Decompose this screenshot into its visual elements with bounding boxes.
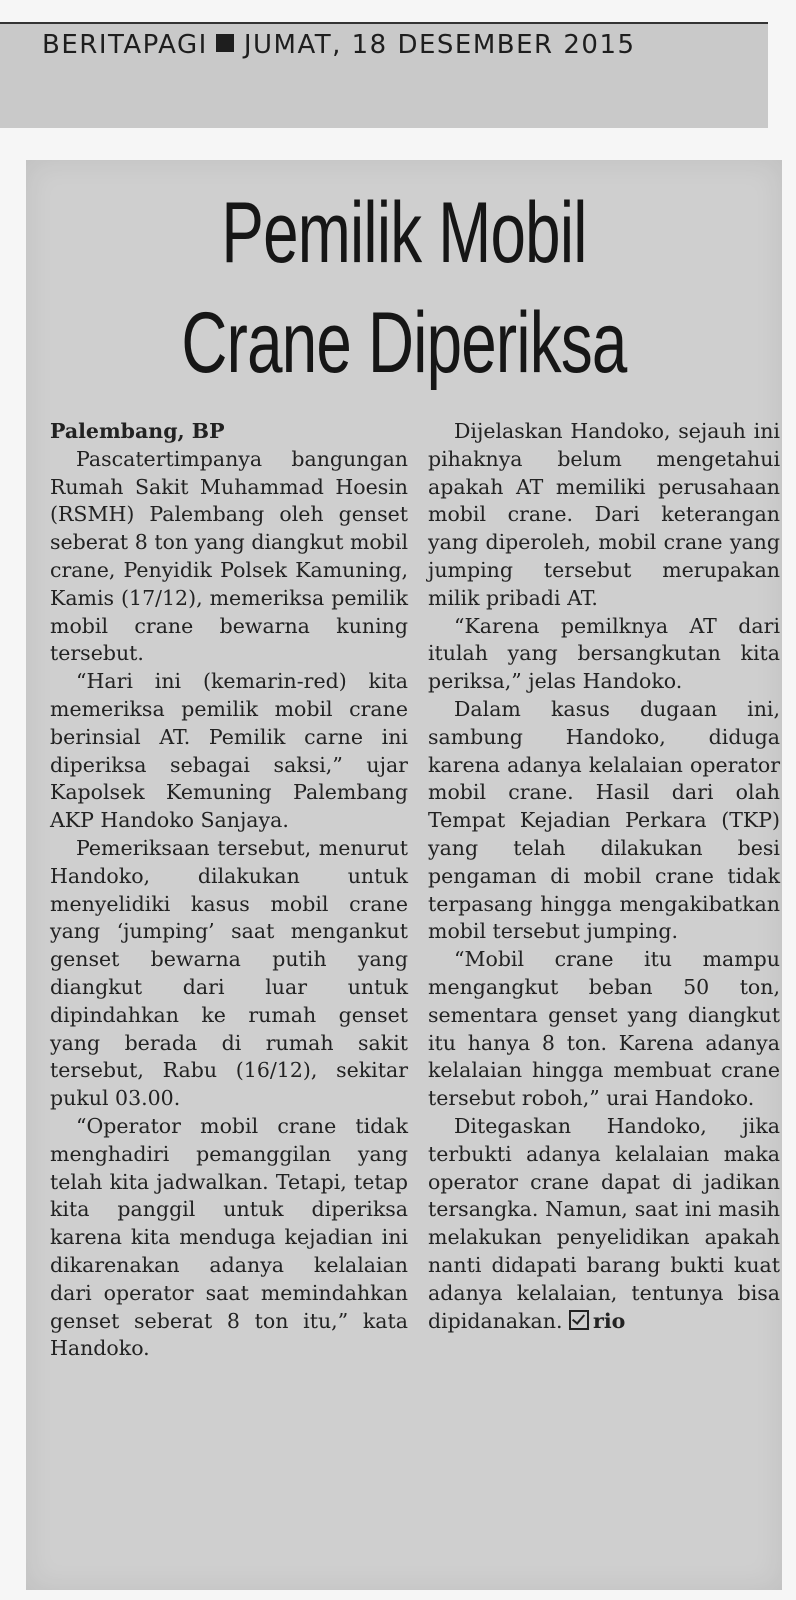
paragraph: Pemeriksaan tersebut, menurut Handoko, dilakukan untuk menyelidiki kasus mobil crane yang ‘jumping’ saat mengankut genset bewarna putih yang diangkut dari luar untuk dipindahkan ke rumah genset yang berada di rumah sakit tersebut, Rabu (16/12), sekitar pukul 03.00. [50,835,408,1111]
headline-line-1: Pemilik Mobil [221,185,587,281]
paragraph: “Operator mobil crane tidak menghadiri pemanggilan yang telah kita jadwalkan. Tetapi, tetap kita panggil untuk diperiksa karena kita menduga kejadian ini dikarenakan adanya kelalaian dari operator saat memindahkan genset seberat 8 ton itu,” kata Handoko. [50,1113,408,1361]
headline-line-2: Crane Diperiksa [181,295,627,391]
left-column [50,418,408,1363]
paragraph: Dijelaskan Handoko, sejauh ini pihaknya belum mengetahui apakah AT memiliki perusahaan mobil crane. Dari keterangan yang diperoleh, mobil crane yang jumping tersebut merupakan milik pribadi AT. [428,419,780,610]
right-column [428,418,780,1335]
checkbox-icon [569,1310,589,1330]
paragraph: Pascatertimpanya bangungan Rumah Sakit Muhammad Hoesin (RSMH) Palembang oleh genset seberat 8 ton yang diangkut mobil crane, Penyidik Polsek Kamuning, Kamis (17/12), memeriksa pemilik mobil crane bewarna kuning tersebut. [50,446,408,666]
publication-name: BERITAPAGI [42,30,208,60]
paragraph: “Hari ini (kemarin-red) kita memeriksa pemilik mobil crane berinsial AT. Pemilik carne ini diperiksa sebagai saksi,” ujar Kapolsek Kemuning Palembang AKP Handoko Sanjaya. [50,669,408,833]
paragraph: Dalam kasus dugaan ini, sambung Handoko, diduga karena adanya kelalaian operator mobil crane. Hasil dari olah Tempat Kejadian Perkara (TKP) yang telah dilakukan besi pengaman di mobil crane tidak terpasang hingga mengakibatkan mobil tersebut jumping. [428,696,780,944]
issue-date: JUMAT, 18 DESEMBER 2015 [243,30,636,60]
dateline: Palembang, BP [50,419,225,443]
paragraph: “Mobil crane itu mampu mengangkut beban 50 ton, sementara genset yang diangkut itu hanya 8 ton. Karena adanya kelalaian hingga membuat crane tersebut roboh,” urai Handoko. [428,947,780,1111]
paragraph-last [428,1113,780,1335]
news-clipping [26,160,782,1590]
masthead [42,30,636,60]
paragraph-text: Ditegaskan Handoko, jika terbukti adanya kelalaian maka operator crane dapat di jadikan tersangka. Namun, saat ini masih melakukan penyelidikan apakah nanti didapati barang bukti kuat adanya kelalaian, tentunya bisa dipidanakan. [428,1113,780,1333]
author-signature: rio [593,1308,626,1333]
separator-square-icon [216,34,234,52]
paragraph: “Karena pemilknya AT dari itulah yang bersangkutan kita periksa,” jelas Handoko. [428,613,780,694]
headline [124,178,683,398]
